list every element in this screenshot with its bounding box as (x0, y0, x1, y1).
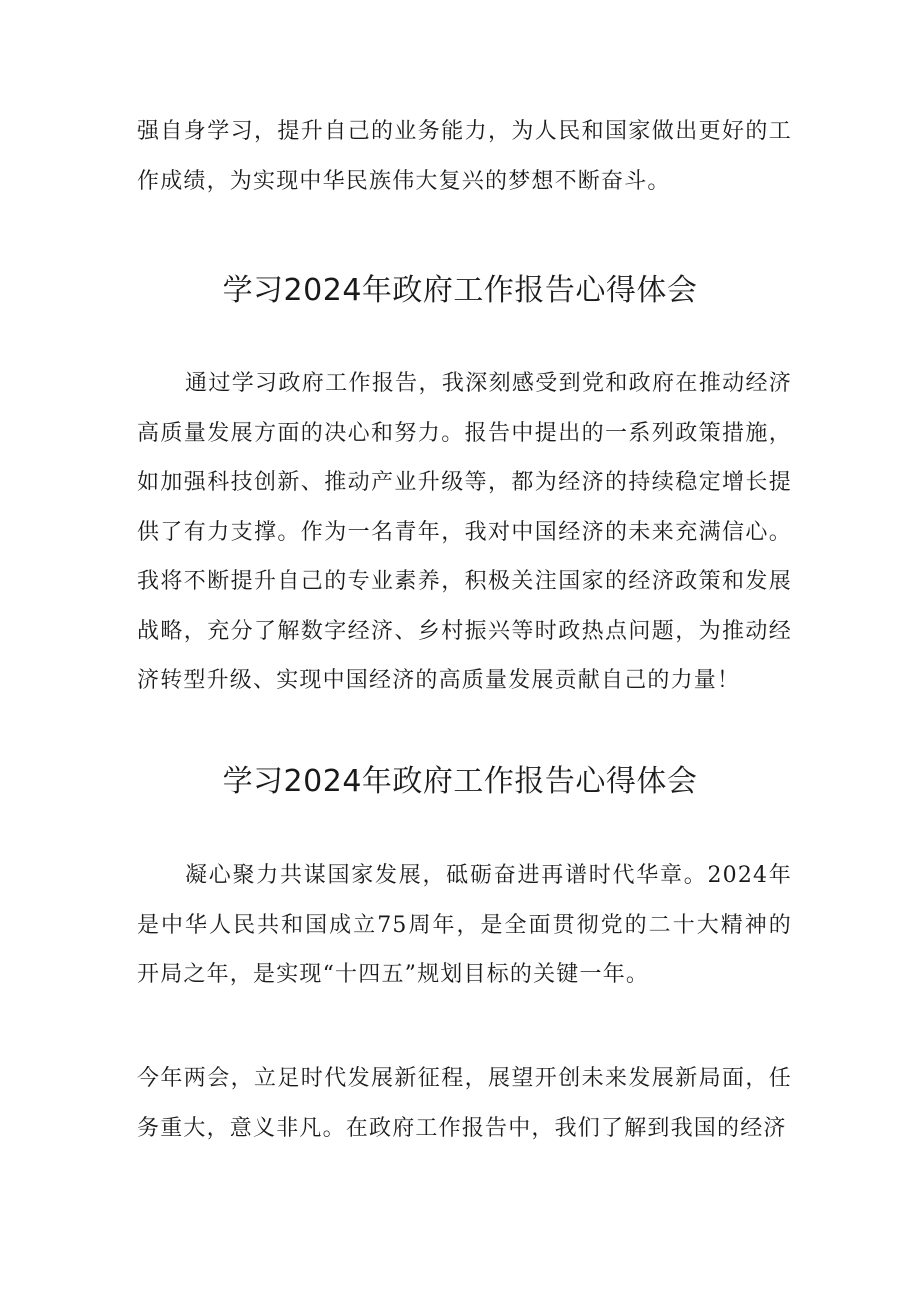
section-1-paragraph: 通过学习政府工作报告，我深刻感受到党和政府在推动经济高质量发展方面的决心和努力。报告中提出的一系列政策措施，如加强科技创新、推动产业升级等，都为经济的持续稳定增长提供了有力支撑。作为一名青年，我对中国经济的未来充满信心。我将不断提升自己的专业素养，积极关注国家的经济政策和发展战略，充分了解数字经济、乡村振兴等时政热点问题，为推动经济转型升级、实现中国经济的高质量发展贡献自己的力量！ (137, 371, 792, 693)
section-2-heading: 学习2024年政府工作报告心得体会 (222, 764, 698, 799)
section-1-heading: 学习2024年政府工作报告心得体会 (222, 273, 698, 308)
section-2-paragraph-1: 凝心聚力共谋国家发展，砥砺奋进再谱时代华章。2024年是中华人民共和国成立75周年，是全面贯彻党的二十大精神的开局之年，是实现“十四五”规划目标的关键一年。 (137, 863, 792, 987)
section-2-paragraph-2: 今年两会，立足时代发展新征程，展望开创未来发展新局面，任务重大，意义非凡。在政府工作报告中，我们了解到我国的经济 (137, 1066, 792, 1141)
continuation-paragraph: 强自身学习，提升自己的业务能力，为人民和国家做出更好的工作成绩，为实现中华民族伟大复兴的梦想不断奋斗。 (137, 119, 792, 194)
